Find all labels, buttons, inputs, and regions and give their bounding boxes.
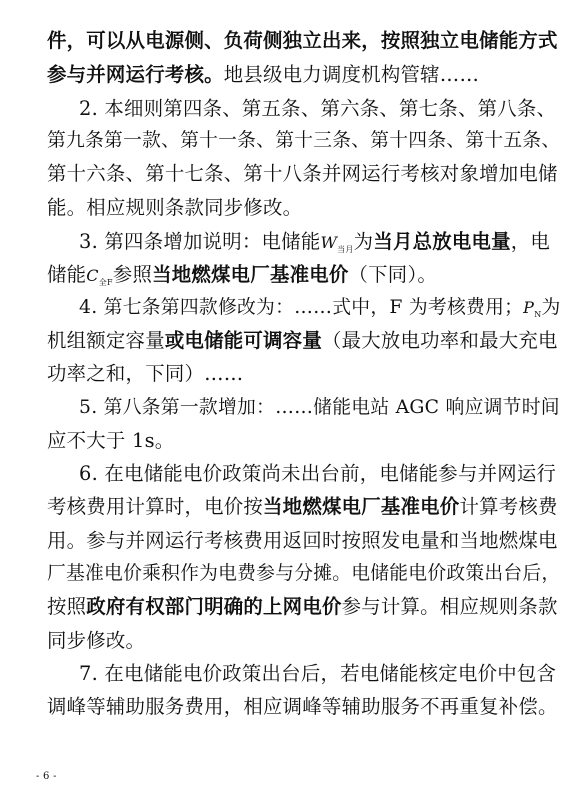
- bold-text-run: 或电储能可调容量: [164, 329, 322, 352]
- bold-text-run: 当地燃煤电厂基准电价: [263, 495, 460, 518]
- text-line: [79, 661, 556, 687]
- text-run: 功率之和，下同）……: [47, 362, 244, 385]
- text-run: 第十六条、第十七条、第十八条并网运行考核对象增加电储: [47, 162, 558, 185]
- text-run: （最大放电功率和最大充电: [321, 329, 558, 352]
- variable-subscript: N: [534, 310, 542, 319]
- text-line: [79, 96, 556, 122]
- text-line: [47, 28, 558, 54]
- text-run: 应不大于 1s。: [47, 429, 175, 452]
- text-line: [47, 62, 479, 88]
- text-run: 考核费用计算时，电价按: [47, 495, 264, 518]
- text-run: 为: [353, 230, 374, 253]
- text-line: [47, 262, 437, 296]
- text-run: 厂基准电价乘积作为电费参与分摊。电储能电价政策出台后，: [47, 563, 561, 584]
- text-run: 为: [541, 297, 561, 318]
- text-run: 2. 本细则第四条、第五条、第六条、第七条、第八条、: [79, 97, 557, 120]
- text-line: [79, 395, 560, 421]
- bold-text-run: 当月总放电电量: [373, 230, 511, 253]
- bold-text-run: 当地燃煤电厂基准电价: [152, 263, 349, 286]
- text-line: [47, 594, 558, 620]
- text-run: 同步修改。: [47, 629, 146, 652]
- text-line: [47, 561, 560, 587]
- math-variable: [320, 230, 353, 253]
- text-run: 第九条第一款、第十一条、第十三条、第十四条、第十五条、: [47, 130, 561, 151]
- text-line: [47, 195, 302, 221]
- text-run: 3. 第四条增加说明：电储能: [79, 230, 321, 253]
- text-run: 参照: [112, 263, 153, 286]
- variable-symbol: P: [523, 298, 535, 317]
- text-line: [79, 461, 556, 487]
- text-run: 用。参与并网运行考核费用返回时按照发电量和当地燃煤电: [47, 529, 558, 552]
- bold-text-run: 参与并网运行考核。: [47, 63, 224, 86]
- text-line: [47, 128, 560, 154]
- variable-subscript: 当月: [337, 245, 354, 254]
- math-variable: [86, 263, 113, 286]
- variable-subscript: 全F: [98, 278, 113, 287]
- text-line: [79, 229, 550, 263]
- text-run: 地县级电力调度机构管辖……: [223, 63, 480, 86]
- text-run: 参与计算。相应规则条款: [341, 595, 558, 618]
- text-line: [47, 328, 558, 354]
- bold-text-run: 政府有权部门明确的上网电价: [86, 595, 342, 618]
- text-run: （下同）。: [348, 263, 438, 286]
- text-line: [47, 528, 558, 554]
- text-run: 能。相应规则条款同步修改。: [47, 196, 303, 219]
- bold-text-run: 件，可以从电源侧、负荷侧独立出来，按照独立电储能方式: [47, 29, 558, 52]
- variable-symbol: W: [320, 233, 338, 252]
- math-variable: [523, 297, 541, 318]
- page-number: - 6 -: [36, 771, 57, 782]
- text-run: 5. 第八条第一款增加：……储能电站 AGC 响应调节时间: [79, 397, 560, 418]
- text-run: 7. 在电储能电价政策出台后，若电储能核定电价中包含: [79, 662, 557, 685]
- text-line: [47, 628, 145, 654]
- text-line: [79, 295, 561, 328]
- text-line: [47, 161, 558, 187]
- text-run: 4. 第七条第四款修改为：……式中，F 为考核费用；: [79, 297, 524, 318]
- text-line: [47, 428, 174, 454]
- text-run: ，电: [510, 230, 551, 253]
- text-line: [47, 694, 558, 720]
- text-line: [47, 494, 558, 520]
- text-run: 按照: [47, 595, 87, 618]
- text-run: 机组额定容量: [47, 329, 165, 352]
- text-line: [47, 361, 243, 387]
- text-run: 计算考核费: [459, 495, 558, 518]
- text-run: 调峰等辅助服务费用，相应调峰等辅助服务不再重复补偿。: [47, 695, 558, 718]
- variable-symbol: C: [86, 266, 99, 285]
- text-run: 6. 在电储能电价政策尚未出台前，电储能参与并网运行: [79, 462, 557, 485]
- text-run: 储能: [47, 263, 87, 286]
